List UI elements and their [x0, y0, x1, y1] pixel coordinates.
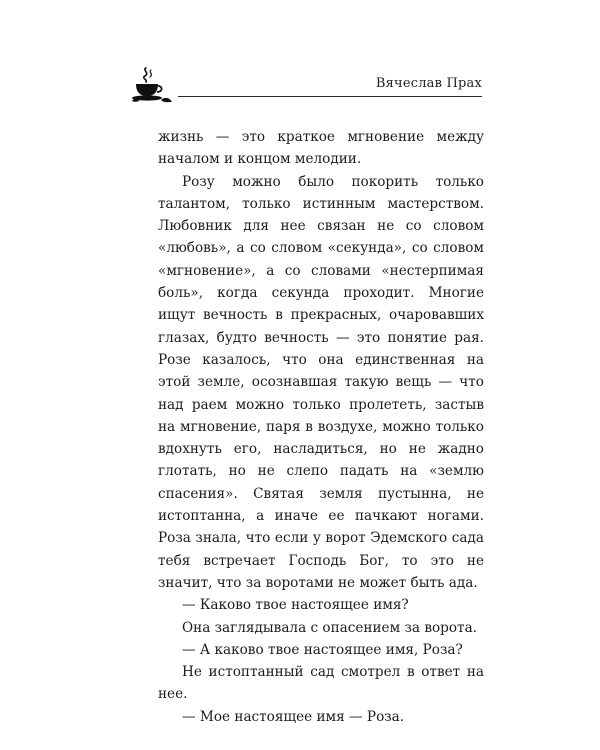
paragraph: Розу можно было покорить только талантом, только истинным мастерством. Любовник для нее связан не со словом «любовь», а со словом «секунда», со словом «мгновение», а со словами «нестерпимая боль», когда секунда проходит. Многие ищут вечность в прекрасных, очаровавших глазах, будто вечность — это понятие рая. Розе казалось, что она единственная на этой земле, осознавшая такую вещь — что над раем можно только пролететь, застыв на мгновение, паря в воздухе, можно только вдохнуть его, насладиться, но не жадно глотать, но не слепо падать на «землю спасения». Святая земля пустынна, не истоптанна, а иначе ее пачкают ногами. Роза знала, что если у ворот Эдемского сада тебя встречает Господь Бог, то это не значит, что за воротами не может быть ада.: [158, 173, 484, 591]
paragraph: жизнь — это краткое мгновение между началом и концом мелодии.: [158, 129, 484, 168]
dialogue-line: — Каково твое настоящее имя?: [182, 597, 409, 614]
paragraph: Не истоптанный сад смотрел в ответ на нее.: [158, 664, 484, 703]
dialogue-line: — Мое настоящее имя — Роза.: [182, 708, 405, 725]
body-text: [158, 126, 484, 728]
running-head-author: Вячеслав Прах: [375, 76, 482, 91]
teapot-cup-icon: [128, 64, 174, 106]
dialogue-line: — А каково твое настоящее имя, Роза?: [182, 641, 463, 658]
header-rule: [178, 96, 482, 97]
paragraph: Она заглядывала с опасением за ворота.: [182, 619, 478, 636]
